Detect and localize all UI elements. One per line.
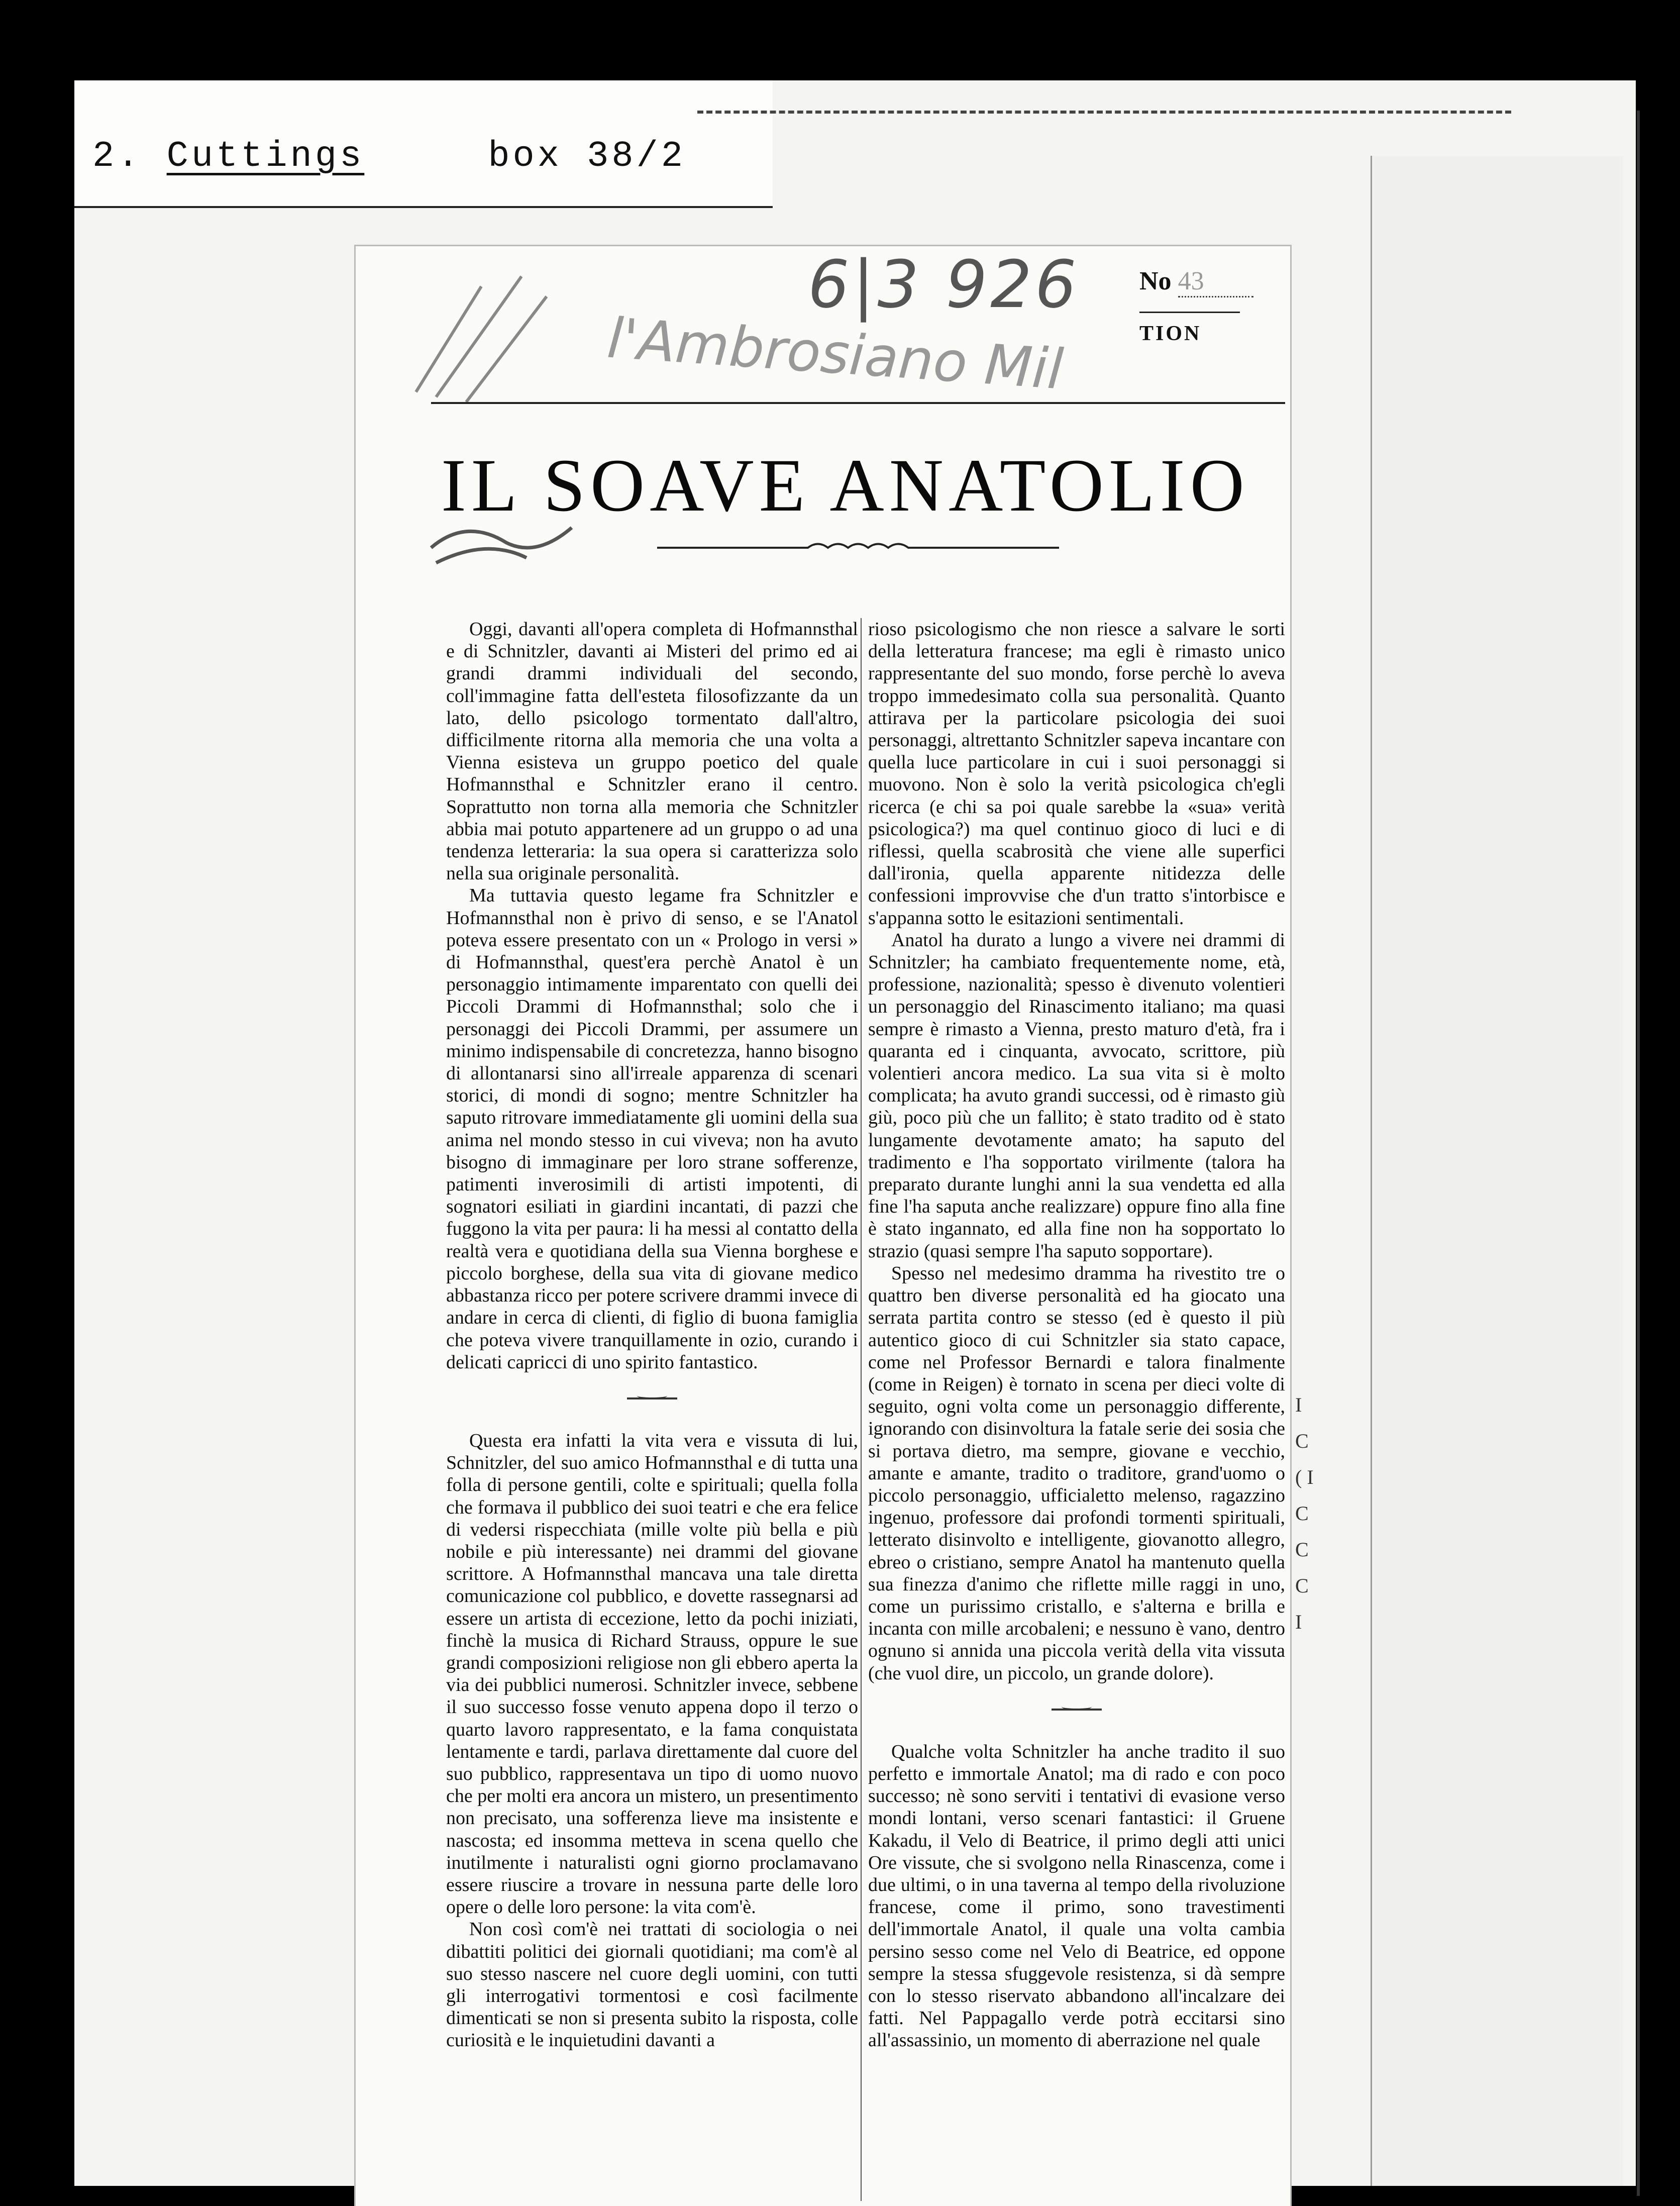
right-edge-line (1637, 111, 1640, 2196)
article-column-1 (446, 618, 858, 2052)
paragraph: Ma tuttavia questo legame fra Schnitzler e Hofmannsthal non è privo di senso, e se l'Anatol poteva essere presentato con un « Prologo in versi » di Hofmannsthal, quest'era perchè Anatol è un personaggio intimamente imparentato con quelli dei Piccoli Drammi di Hofmannsthal; solo che i personaggi dei Piccoli Drammi, per assumere un minimo indispensabile di concretezza, hanno bisogno di allontanarsi sino all'irreale apparenza di scenari storici, di mondi di sogno; mentre Schnitzler ha saputo ritrovare immediatamente gli uomini della sua anima nel mondo stesso in cui viveva; non ha avuto bisogno di immaginare per loro strane sofferenze, patimenti inverosimili di artisti impotenti, di sognatori esiliati in giardini incantati, di pazzi che fuggono la vita per paura: li ha messi al contatto della realtà vera e quotidiana della sua Vienna borghese e piccolo borghese, della sua vita di giovane medico abbastanza ricco per potere scrivere drammi invece di andare in cerca di clienti, di figlio di buona famiglia che poteva vivere tranquillamente in ozio, curando i delicati capricci di uno spirito fantastico. (446, 885, 858, 1373)
paragraph: Oggi, davanti all'opera completa di Hofmannsthal e di Schnitzler, davanti ai Misteri del primo ed ai grandi drammi individuali del secondo, coll'immagine fatta dell'esteta filosofizzante da un lato, dello psicologo tormentato dall'altro, difficilmente ritorna alla memoria che una volta a Vienna esisteva un gruppo poetico del quale Hofmannsthal e Schnitzler erano il centro. Soprattutto non torna alla memoria che Schnitzler abbia mai potuto appartenere ad un gruppo o ad una tendenza letteraria: la sua opera si caratterizza solo nella sua originale personalità. (446, 619, 858, 884)
card-number: 2. (92, 136, 142, 177)
paragraph: Spesso nel medesimo dramma ha rivestito tre o quattro ben diverse personalità ed ha giocato una serrata partita contro se stesso (ed è questo il più autentico gioco di cui Schnitzler sia stato capace, come nel Professor Bernardi e talora finalmente (come in Reigen) è tornato in scena per dieci volte di seguito, ogni volta come un personaggio differente, ignorando con disinvoltura la fatale serie dei sosia che si portava dietro, ma sempre, giovane e vecchio, amante e amante, tradito o traditore, grand'uomo o piccolo personaggio, ufficialetto melenso, ragazzino ingenuo, professore dai profondi tormenti spirituali, letterato disinvolto e intelligente, giovanotto allegro, ebreo o cristiano, sempre Anatol ha mantenuto quella sua finezza d'animo che riflette mille raggi in uno, come un purissimo cristallo, e s'alterna e brilla e incanta con mille arcobaleni; e nessuno è vano, dentro ognuno si annida una piccola verità della vita vissuta (che vuol dire, un piccolo, un grande dolore). (868, 1262, 1285, 1684)
archive-sheet (74, 80, 1636, 2186)
clipping-number (1139, 266, 1253, 297)
article-column-2 (868, 618, 1285, 2052)
pencil-strike-mark (426, 497, 577, 573)
clipping-top-rule (431, 402, 1285, 404)
card-category: Cuttings (166, 136, 365, 177)
paragraph: Questa era infatti la vita vera e vissuta di lui, Schnitzler, del suo amico Hofmannsthal e di tutta una folla di persone gentili, colte e spirituali; quella folla che formava il pubblico dei suoi teatri e che era felice di vedersi rispecchiata (mille volte più bella e più nobile e più interessante) nei drammi del giovane scrittore. A Hofmannsthal mancava una tale diretta comunicazione col pubblico, e dovette rassegnarsi ad essere un artista di eccezione, letto da pochi iniziati, finchè la musica di Richard Strauss, oppure le sue grandi composizioni religiose non gli ebbero aperta la via dei pubblici numerosi. Schnitzler invece, sebbene il suo successo fosse venuto appena dopo il terzo o quarto lavoro rappresentato, e la fama conquistata lentamente e tardi, parlava direttamente dal cuore del suo pubblico, rappresentava un tipo di uomo nuovo che per molti era ancora un mistero, un presentimento non precisato, una sofferenza lieve ma insistente e nascosta; ed insomma metteva in scena quello che inutilmente i naturalisti ogni giorno proclamavano essere riuscire a trovare in nessuna parte delle loro opere o delle loro persone: la vita com'è. (446, 1430, 858, 1918)
number-value: 43 (1178, 266, 1253, 297)
paragraph: Non così com'è nei trattati di sociologia o nei dibattiti politici dei giornali quotidiani; ma com'è al suo stesso nascere nel cuore degli uomini, con tutti gli interrogativi tormentosi e così facilmente dimenticati se non si presenta subito la risposta, colle curiosità e le inquietudini davanti a (446, 1919, 858, 2051)
top-dashed-edge (697, 111, 1511, 114)
handwritten-source: l'Ambrosiano Mil (605, 306, 1066, 402)
handwritten-date: 6|3 926 (808, 246, 1080, 323)
column-rule (861, 618, 862, 2201)
newspaper-clipping (356, 246, 1290, 2206)
paragraph: Anatol ha durato a lungo a vivere nei drammi di Schnitzler; ha cambiato frequentemente nome, età, professione, nazionalità; spesso è divenuto volentieri un personaggio del Rinascimento italiano; ma quasi sempre è rimasto a Vienna, presto maturo d'età, fra i quaranta ed i cinquanta, avvocato, scrittore, più volentieri ancora medico. La sua vita si è molto complicata; ha avuto grandi successi, od è rimasto giù giù, poco più che un fallito; è stato tradito od è stato lungamente devotamente amato; ha saputo del tradimento e l'ha sopportato virilmente (talora ha preparato durante lunghi anni la sua vendetta ed alla fine l'ha saputa anche realizzare) oppure fino alla fine è stato ingannato, ed alla fine non ha sopportato lo strazio (quasi sempre l'ha saputo sopportare). (868, 929, 1285, 1262)
pencil-slash-mark (406, 266, 557, 407)
headline-ornament (657, 538, 1059, 553)
index-card (74, 80, 773, 208)
stamp-fragment: TION (1139, 322, 1202, 345)
card-label (92, 136, 686, 177)
section-separator (627, 1397, 677, 1399)
paragraph: rioso psicologismo che non riesce a salvare le sorti della letteratura francese; ma egli è rimasto unico rappresentante del suo mondo, forse perchè lo aveva troppo immedesimato colla sua personalità. Quanto attirava per la particolare psicologia dei suoi personaggi, altrettanto Schnitzler sapeva incantare con quella luce particolare in cui i suoi personaggi si muovono. Non è solo la verità psicologica ch'egli ricerca (e chi sa poi quale sarebbe la «sua» verità psicologica?) ma quel continuo gioco di luci e di riflessi, quella scabrosità che viene alle superfici dall'ironia, quella apparente nitidezza delle confessioni improvvise che d'un tratto s'intorbisce e s'appanna sotto le esitazioni sentimentali. (868, 619, 1285, 929)
card-box: box 38/2 (488, 136, 686, 177)
section-separator (1052, 1709, 1102, 1711)
number-label: No (1139, 267, 1172, 295)
backing-sheet (1371, 156, 1623, 2186)
margin-marks: I C ( I C C C I (1295, 1393, 1314, 1633)
paragraph: Qualche volta Schnitzler ha anche tradito il suo perfetto e immortale Anatol; ma di rado e con poco successo; nè sono serviti i tentativi di evasione verso mondi lontani, verso scenari fantastici: il Gruene Kakadu, il Velo di Beatrice, il primo degli atti unici Ore vissute, che si svolgono nella Rinascenza, come i due ultimi, o in una taverna al tempo della rivoluzione francese, come il primo, sono travestimenti dell'immortale Anatol, il quale una volta cambia persino sesso come nel Velo di Beatrice, ed oppone sempre la stessa sfuggevole resistenza, si dà sempre con lo stesso riservato abbandono all'incalzare dei fatti. Nel Pappagallo verde potrà eccitarsi sino all'assassinio, un momento di aberrazione nel quale (868, 1741, 1285, 2051)
article-headline: IL SOAVE ANATOLIO (441, 444, 1249, 527)
